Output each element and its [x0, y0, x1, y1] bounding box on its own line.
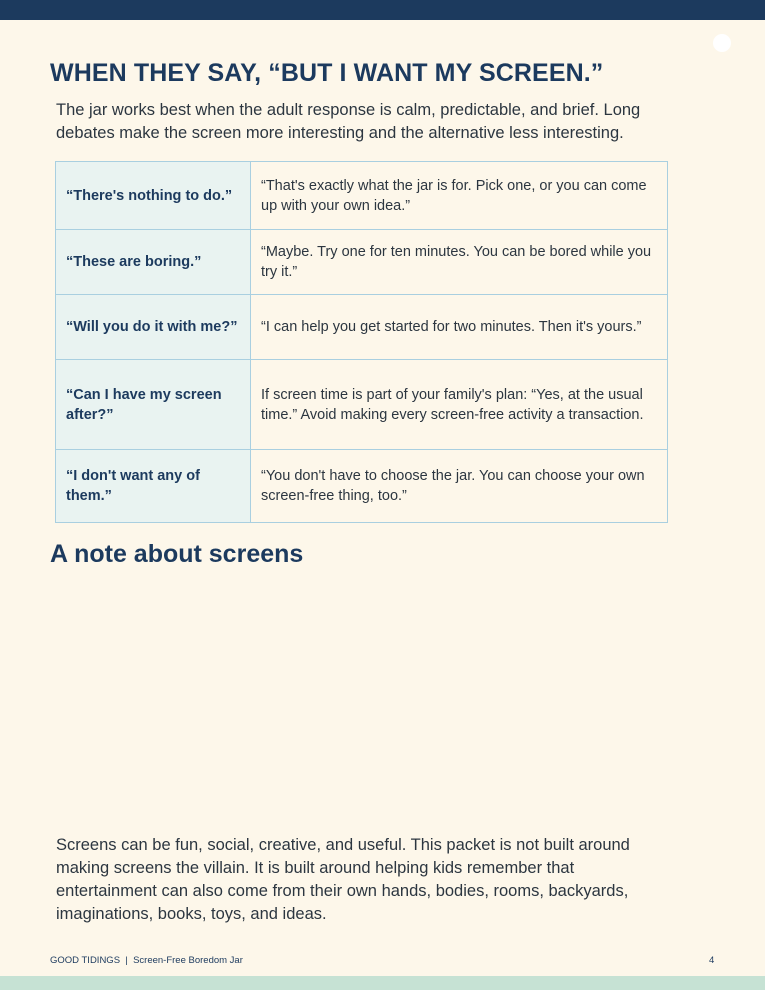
adult-reply-cell: “You don't have to choose the jar. You can choose your own screen-free thing, too.” [251, 450, 668, 523]
decorative-dot [713, 34, 731, 52]
footer-doc-title: Screen-Free Boredom Jar [133, 955, 243, 966]
adult-reply-cell: “Maybe. Try one for ten minutes. You can be bored while you try it.” [251, 230, 668, 295]
section-heading: A note about screens [50, 540, 304, 568]
responses-table [55, 161, 668, 523]
closing-paragraph: Screens can be fun, social, creative, and useful. This packet is not built around making screens the villain. It is built around helping kids remember that entertainment can also come from their own hands, bodies, rooms, backyards, imaginations, books, toys, and ideas. [56, 836, 630, 923]
table-row [56, 162, 668, 230]
child-says-cell: “There's nothing to do.” [56, 162, 251, 230]
table-row [56, 450, 668, 523]
top-color-band [0, 0, 765, 20]
footer-separator: | [125, 955, 128, 966]
adult-reply-cell: “I can help you get started for two minutes. Then it's yours.” [251, 295, 668, 360]
table-row [56, 295, 668, 360]
adult-reply-cell: “That's exactly what the jar is for. Pick one, or you can come up with your own idea.” [251, 162, 668, 230]
table-row [56, 360, 668, 450]
child-says-cell: “Will you do it with me?” [56, 295, 251, 360]
child-says-cell: “These are boring.” [56, 230, 251, 295]
child-says-cell: “I don't want any of them.” [56, 450, 251, 523]
intro-paragraph: The jar works best when the adult response is calm, predictable, and brief. Long debates make the screen more interesting and the alternative less interesting. [56, 101, 641, 142]
page-number: 4 [709, 955, 715, 966]
footer-brand: GOOD TIDINGS [50, 955, 121, 966]
child-says-cell: “Can I have my screen after?” [56, 360, 251, 450]
table-row [56, 230, 668, 295]
page-heading: WHEN THEY SAY, “BUT I WANT MY SCREEN.” [50, 59, 604, 87]
bottom-color-band [0, 976, 765, 990]
adult-reply-cell: If screen time is part of your family's plan: “Yes, at the usual time.” Avoid making every screen-free activity a transaction. [251, 360, 668, 450]
footer-credit [50, 955, 243, 966]
